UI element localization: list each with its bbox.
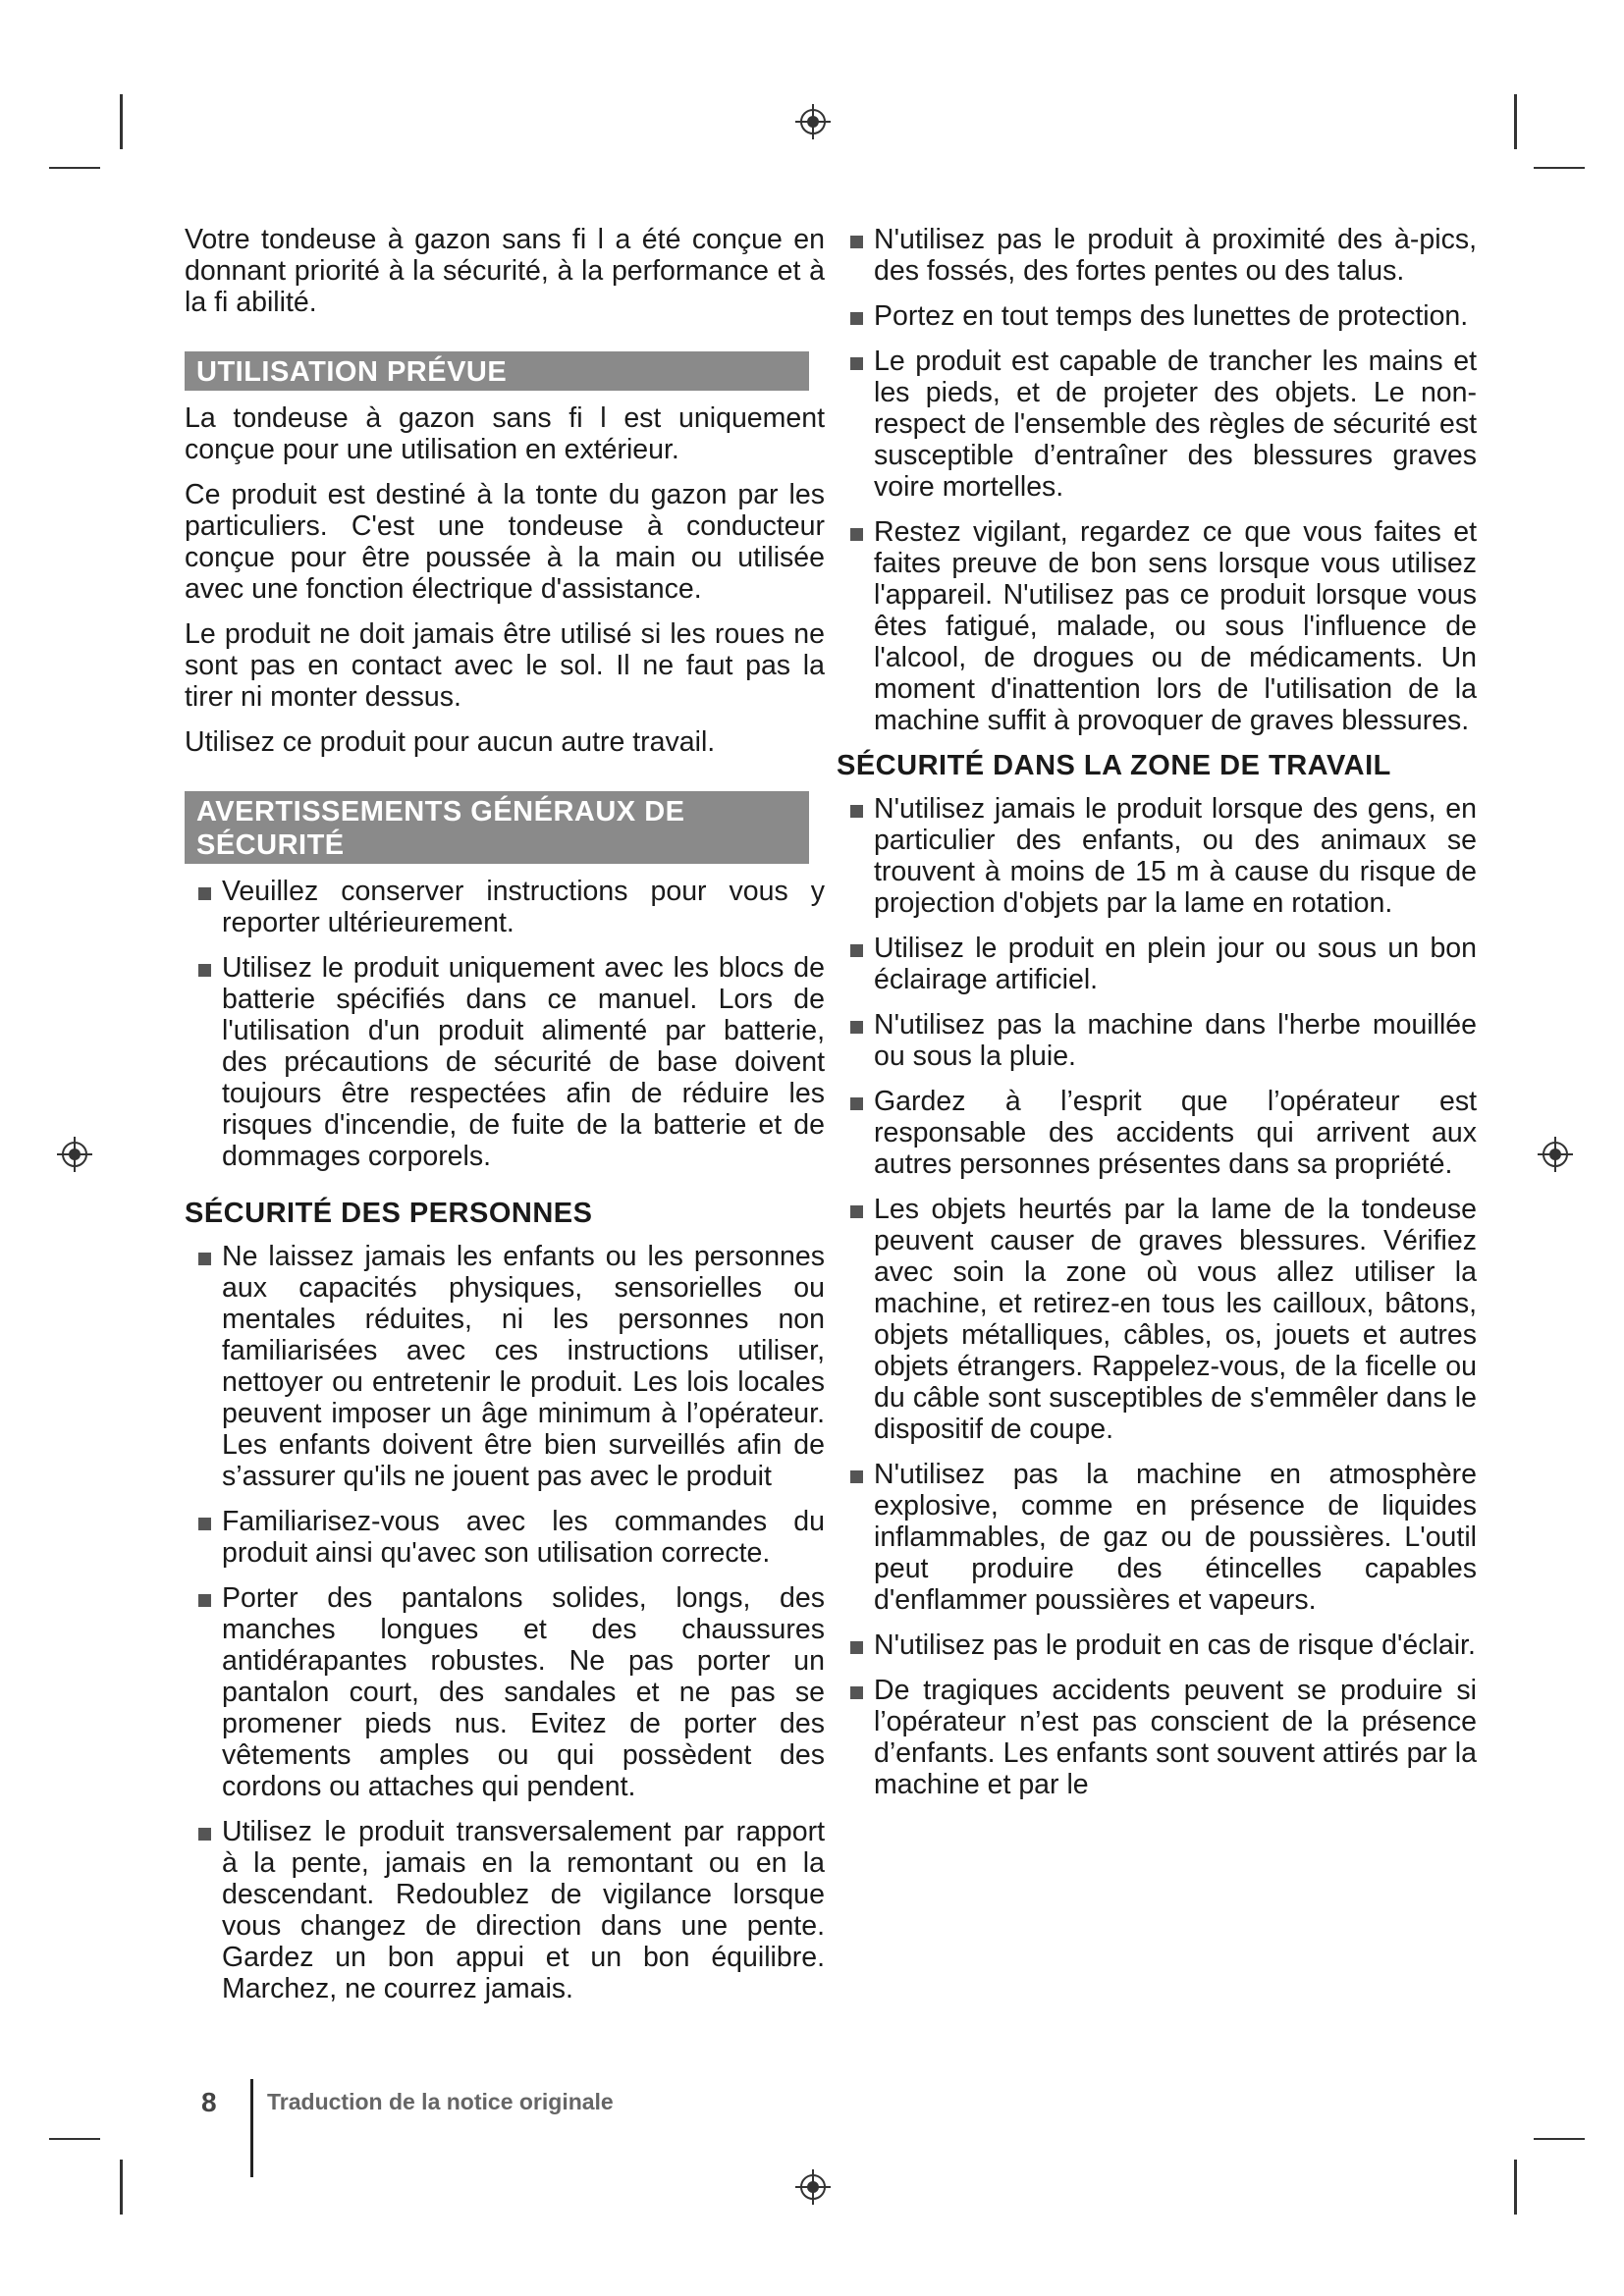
bullet-text: Utilisez le produit transversalement par rapport à la pente, jamais en la remontant ou en la descendant. Redoublez de vigilance lorsque vous changez de direction dans une pente. Gardez un bon appui et un bon équilibre. Marchez, ne courrez jamais. (222, 1816, 825, 2004)
left-column (185, 224, 825, 2018)
bullet-text: N'utilisez jamais le produit lorsque des gens, en particulier des enfants, ou des animaux se trouvent à moins de 15 m à cause du risque de projection d'objets par la lame en rotation. (874, 793, 1477, 919)
bullet-square-icon (198, 887, 211, 900)
bullet-item (185, 1506, 825, 1569)
bullet-item (185, 1582, 825, 1802)
bullet-text: Portez en tout temps des lunettes de protection. (874, 300, 1469, 332)
bullet-text: Les objets heurtés par la lame de la tondeuse peuvent causer de graves blessures. Vérifiez avec soin la zone où vous allez utiliser la machine, et retirez-en tous les cailloux, bâtons, objets métalliques, câbles, os, jouets et autres objets étrangers. Rappelez-vous, de la ficelle ou du câble sont susceptibles de s'emmêler dans le dispositif de coupe. (874, 1194, 1477, 1445)
crop-mark (1514, 94, 1517, 149)
bullet-item (837, 300, 1477, 332)
bullet-text: Utilisez le produit en plein jour ou sous un bon éclairage artificiel. (874, 933, 1477, 995)
bullet-item (837, 1459, 1477, 1616)
bullet-item (185, 952, 825, 1172)
bullet-square-icon (850, 1686, 863, 1699)
bullet-text: Familiarisez-vous avec les commandes du produit ainsi qu'avec son utilisation correcte. (222, 1506, 825, 1569)
section-heading-securite-personnes: SÉCURITÉ DES PERSONNES (185, 1198, 593, 1229)
bullet-square-icon (850, 1021, 863, 1034)
bullet-text: De tragiques accidents peuvent se produire si l’opérateur n’est pas conscient de la présence d’enfants. Les enfants sont souvent attirés par la machine et par le (874, 1675, 1477, 1800)
registration-crosshair-icon (793, 2167, 833, 2207)
bullet-square-icon (850, 1641, 863, 1654)
bullet-item (837, 346, 1477, 503)
paragraph: Le produit ne doit jamais être utilisé si les roues ne sont pas en contact avec le sol. Il ne faut pas la tirer ni monter dessus. (185, 618, 825, 713)
paragraph: Utilisez ce produit pour aucun autre travail. (185, 726, 716, 758)
bullet-item (837, 933, 1477, 995)
bullet-square-icon (850, 1097, 863, 1110)
bullet-text: Utilisez le produit uniquement avec les blocs de batterie spécifiés dans ce manuel. Lors de l'utilisation d'un produit alimenté par batterie, des précautions de sécurité de base doivent toujours être respectées afin de réduire les risques d'incendie, de fuite de la batterie et de dommages corporels. (222, 952, 825, 1172)
bullet-text: Restez vigilant, regardez ce que vous faites et faites preuve de bon sens lorsque vous utilisez l'appareil. N'utilisez pas ce produit lorsque vous êtes fatigué, malade, ou sous l'influence de l'alcool, de drogues ou de médicaments. Un moment d'inattention lors de l'utilisation de la machine suffit à provoquer de graves blessures. (874, 516, 1477, 736)
bullet-square-icon (198, 1518, 211, 1530)
bullet-item (185, 1241, 825, 1492)
bullet-square-icon (850, 236, 863, 248)
footer-text: Traduction de la notice originale (267, 2089, 614, 2114)
paragraph: La tondeuse à gazon sans fi l est uniquement conçue pour une utilisation en extérieur. (185, 402, 825, 465)
section-heading-zone-travail: SÉCURITÉ DANS LA ZONE DE TRAVAIL (837, 750, 1391, 781)
bullet-square-icon (850, 944, 863, 957)
bullet-square-icon (850, 357, 863, 370)
bullet-item (185, 876, 825, 938)
bullet-square-icon (198, 964, 211, 977)
bullet-item (837, 1675, 1477, 1800)
bullet-item (837, 1629, 1477, 1661)
bullet-item (837, 1086, 1477, 1180)
bullet-text: Veuillez conserver instructions pour vous y reporter ultérieurement. (222, 876, 825, 938)
bullet-item (837, 224, 1477, 287)
bullet-item (837, 516, 1477, 736)
crop-mark (1534, 2138, 1585, 2140)
bullet-item (837, 1194, 1477, 1445)
footer-divider (250, 2079, 253, 2177)
bullet-square-icon (198, 1594, 211, 1607)
intro-paragraph: Votre tondeuse à gazon sans fi l a été conçue en donnant priorité à la sécurité, à la performance et à la fi abilité. (185, 224, 825, 318)
bullet-square-icon (198, 1253, 211, 1265)
crop-mark (120, 94, 123, 149)
crop-mark (1514, 2160, 1517, 2215)
bullet-square-icon (198, 1828, 211, 1841)
section-heading-utilisation-prevue: UTILISATION PRÉVUE (185, 351, 809, 391)
bullet-text: Porter des pantalons solides, longs, des manches longues et des chaussures antidérapantes robustes. Ne pas porter un pantalon court, des sandales et ne pas se promener pieds nus. Evitez de porter des vêtements amples ou qui possèdent des cordons ou attaches qui pendent. (222, 1582, 825, 1802)
bullet-square-icon (850, 1470, 863, 1483)
registration-crosshair-icon (55, 1135, 94, 1174)
bullet-square-icon (850, 312, 863, 325)
bullet-text: N'utilisez pas la machine dans l'herbe mouillée ou sous la pluie. (874, 1009, 1477, 1072)
crop-mark (1534, 167, 1585, 169)
bullet-item (185, 1816, 825, 2004)
bullet-text: N'utilisez pas la machine en atmosphère explosive, comme en présence de liquides inflammables, de gaz ou de poussières. L'outil peut produire des étincelles capables d'enflammer poussières et vapeurs. (874, 1459, 1477, 1616)
registration-crosshair-icon (1536, 1135, 1575, 1174)
bullet-square-icon (850, 528, 863, 541)
bullet-item (837, 1009, 1477, 1072)
crop-mark (49, 2138, 100, 2140)
right-column (837, 224, 1477, 1814)
bullet-text: Le produit est capable de trancher les mains et les pieds, et de projeter des objets. Le non-respect de l'ensemble des règles de sécurité est susceptible d’entraîner des blessures graves voire mortelles. (874, 346, 1477, 503)
registration-crosshair-icon (793, 102, 833, 141)
section-heading-avertissements: AVERTISSEMENTS GÉNÉRAUX DE SÉCURITÉ (185, 791, 809, 864)
bullet-text: N'utilisez pas le produit à proximité des à-pics, des fossés, des fortes pentes ou des talus. (874, 224, 1477, 287)
bullet-text: Gardez à l’esprit que l’opérateur est responsable des accidents qui arrivent aux autres personnes présentes dans sa propriété. (874, 1086, 1477, 1180)
bullet-item (837, 793, 1477, 919)
paragraph: Ce produit est destiné à la tonte du gazon par les particuliers. C'est une tondeuse à conducteur conçue pour être poussée à la main ou utilisée avec une fonction électrique d'assistance. (185, 479, 825, 605)
page-number: 8 (201, 2087, 217, 2117)
bullet-square-icon (850, 1205, 863, 1218)
crop-mark (49, 167, 100, 169)
bullet-text: Ne laissez jamais les enfants ou les personnes aux capacités physiques, sensorielles ou mentales réduites, ni les personnes non familiarisées avec ces instructions utiliser, nettoyer ou entretenir le produit. Les lois locales peuvent imposer un âge minimum à l’opérateur. Les enfants doivent être bien surveillés afin de s’assurer qu'ils ne jouent pas avec le produit (222, 1241, 825, 1492)
crop-mark (120, 2160, 123, 2215)
bullet-square-icon (850, 805, 863, 818)
bullet-text: N'utilisez pas le produit en cas de risque d'éclair. (874, 1629, 1476, 1661)
